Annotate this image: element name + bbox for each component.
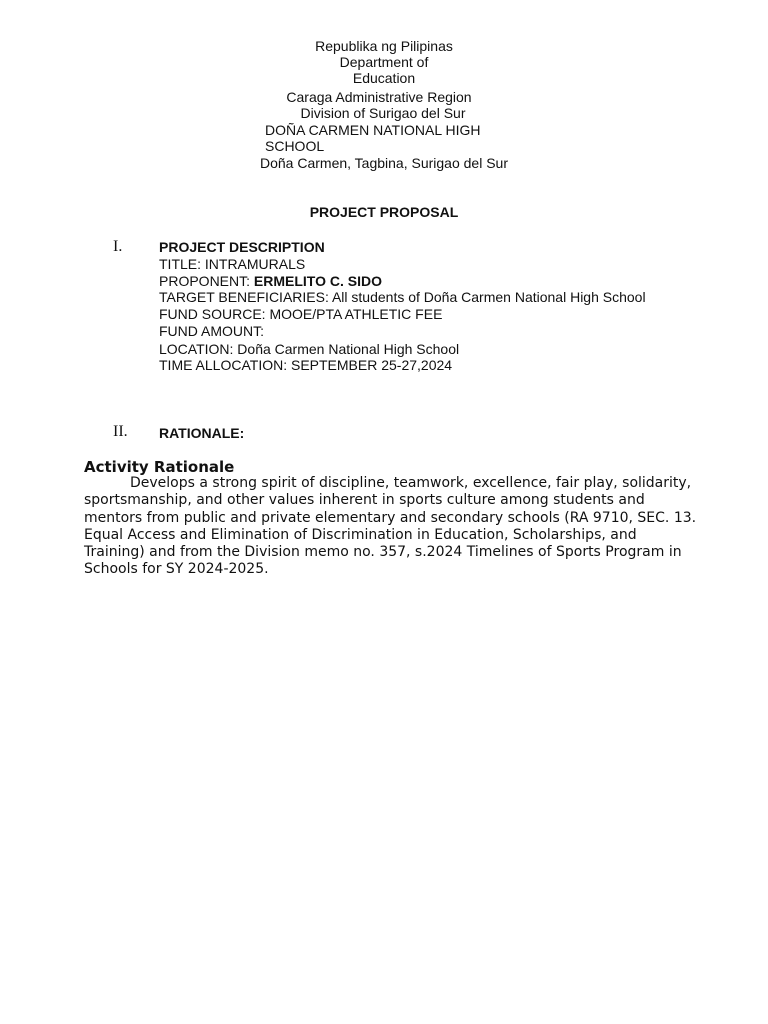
section-1-heading: PROJECT DESCRIPTION — [159, 239, 325, 255]
header-division: Division of Surigao del Sur — [300, 105, 466, 121]
header-address: Doña Carmen, Tagbina, Surigao del Sur — [259, 155, 509, 171]
section-2-heading: RATIONALE: — [159, 425, 245, 441]
header-school-name-cont: SCHOOL — [265, 138, 325, 154]
activity-rationale-paragraph — [84, 475, 714, 579]
activity-rationale-title: Activity Rationale — [84, 458, 235, 476]
rationale-line: mentors from public and private elementary and secondary schools (RA 9710, SEC. 13. — [84, 509, 697, 526]
location: LOCATION: Doña Carmen National High School — [159, 341, 460, 357]
rationale-line: sportsmanship, and other values inherent in sports culture among students and — [84, 492, 645, 509]
target-beneficiaries: TARGET BENEFICIARIES: All students of Doña Carmen National High School — [159, 289, 646, 305]
fund-source: FUND SOURCE: MOOE/PTA ATHLETIC FEE — [159, 306, 443, 322]
header-region: Caraga Administrative Region — [286, 89, 472, 105]
rationale-line: Equal Access and Elimination of Discrimination in Education, Scholarships, and — [84, 526, 637, 543]
section-1-numeral: I. — [113, 238, 123, 255]
header-school-name: DOÑA CARMEN NATIONAL HIGH — [265, 122, 481, 138]
project-title: TITLE: INTRAMURALS — [159, 256, 306, 272]
section-2-numeral: II. — [113, 423, 128, 440]
document-title: PROJECT PROPOSAL — [309, 204, 459, 220]
rationale-line: Schools for SY 2024-2025. — [84, 561, 269, 578]
header-department: Department of — [339, 54, 429, 70]
rationale-line: Training) and from the Division memo no. 357, s.2024 Timelines of Sports Program in — [84, 544, 682, 561]
fund-amount: FUND AMOUNT: — [159, 323, 264, 339]
proponent-label: PROPONENT: — [159, 273, 254, 289]
header-education: Education — [352, 70, 416, 86]
rationale-line: Develops a strong spirit of discipline, teamwork, excellence, fair play, solidarity, — [130, 475, 692, 491]
header-republic: Republika ng Pilipinas — [315, 38, 453, 54]
proponent-line — [159, 273, 382, 289]
proponent-name: ERMELITO C. SIDO — [253, 273, 382, 289]
time-allocation: TIME ALLOCATION: SEPTEMBER 25-27,2024 — [159, 357, 453, 373]
